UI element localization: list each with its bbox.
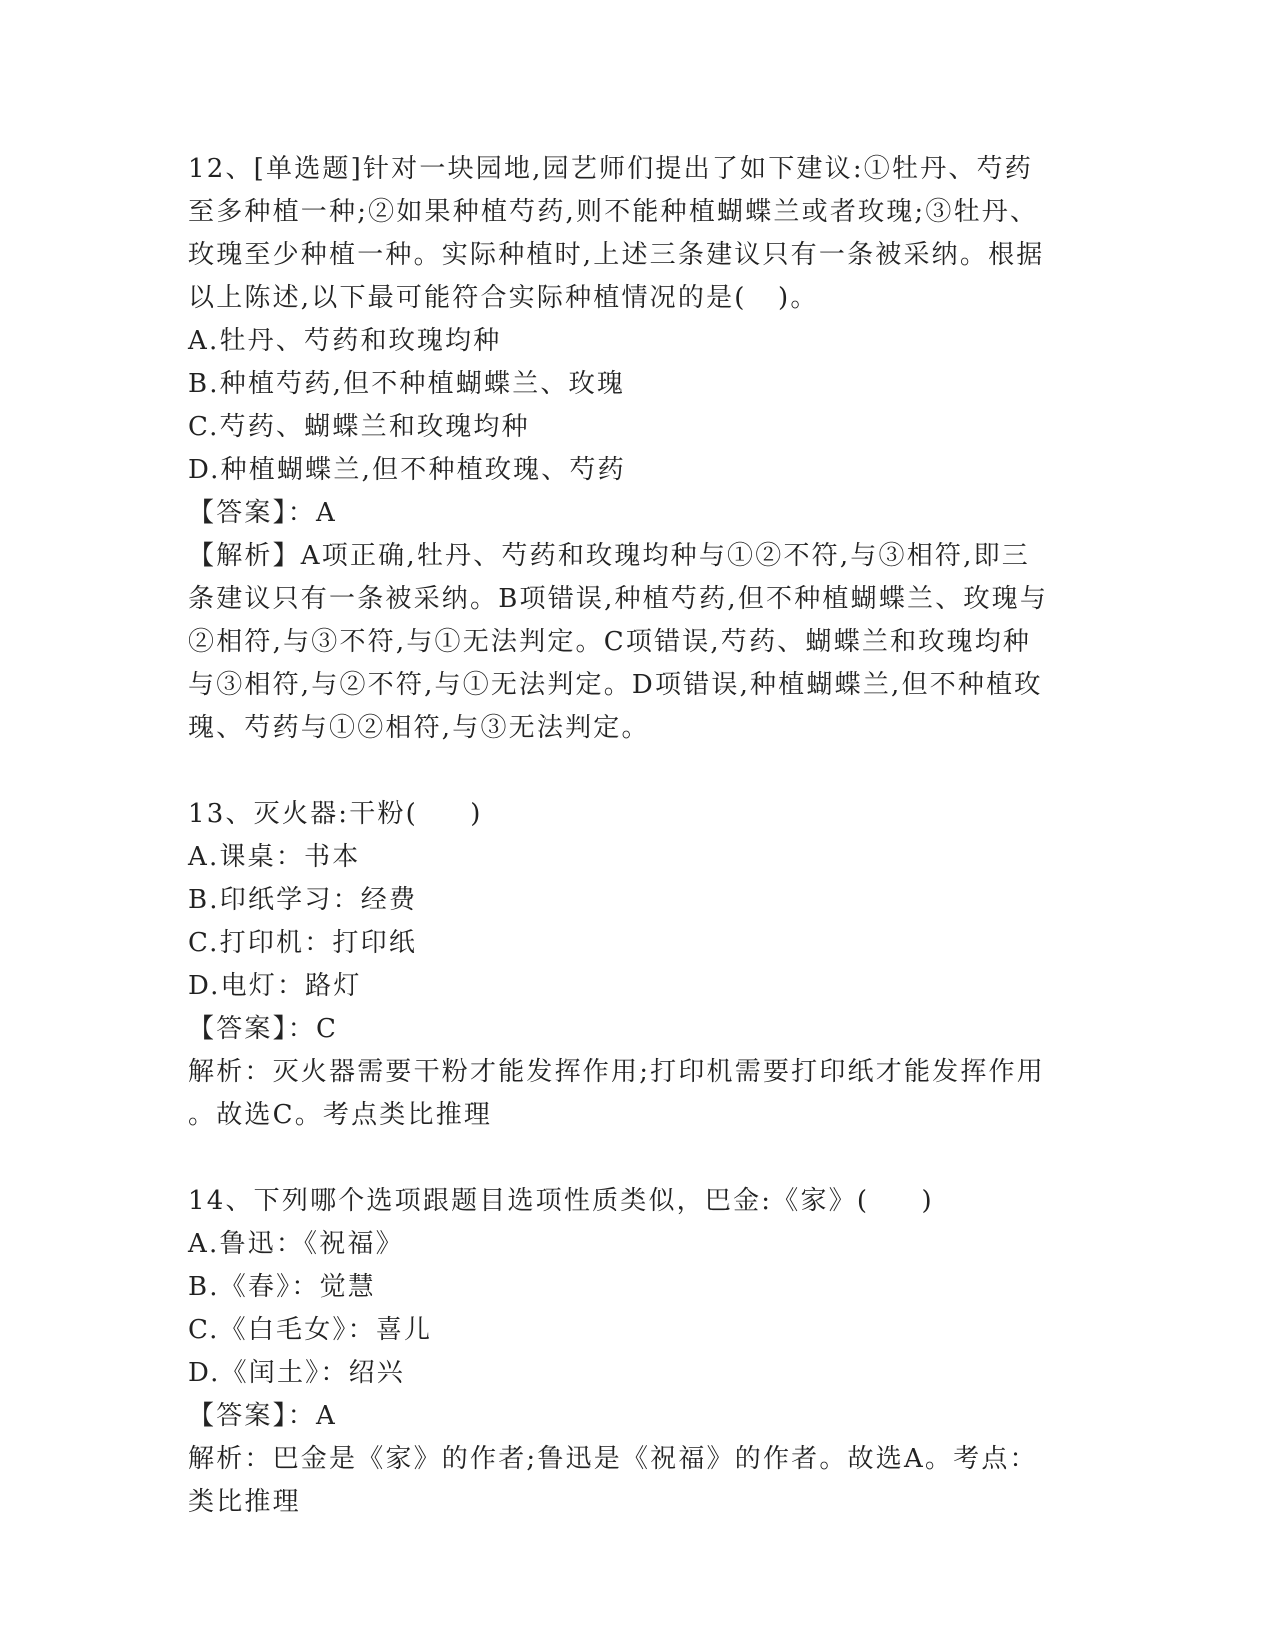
analysis-line: 与③相符,与②不符,与①无法判定。D项错误,种植蝴蝶兰,但不种植玫: [188, 670, 1043, 700]
question-stem-line: 12、[单选题]针对一块园地,园艺师们提出了如下建议:①牡丹、芍药: [188, 154, 1033, 184]
question-stem-line: 玫瑰至少种植一种。实际种植时,上述三条建议只有一条被采纳。根据: [188, 240, 1045, 270]
question-spacer: [188, 1137, 1093, 1180]
question-spacer: [188, 750, 1093, 793]
option-a: A.牡丹、芍药和玫瑰均种: [188, 326, 502, 356]
option-d: D.《闰土》：绍兴: [188, 1358, 405, 1388]
answer-line: 【答案】：A: [188, 1401, 337, 1431]
option-c: C.芍药、蝴蝶兰和玫瑰均种: [188, 412, 530, 442]
question-stem-line: 13、灭火器:干粉( ): [188, 799, 483, 829]
option-b: B.印纸学习：经费: [188, 885, 418, 915]
question-14: [188, 1180, 1093, 1524]
option-c: C.《白毛女》：喜儿: [188, 1315, 433, 1345]
analysis-line: 解析：巴金是《家》的作者;鲁迅是《祝福》的作者。故选A。考点：: [188, 1444, 1038, 1474]
question-stem-line: 至多种植一种;②如果种植芍药,则不能种植蝴蝶兰或者玫瑰;③牡丹、: [188, 197, 1039, 227]
option-c: C.打印机：打印纸: [188, 928, 418, 958]
answer-line: 【答案】：C: [188, 1014, 339, 1044]
option-d: D.电灯：路灯: [188, 971, 362, 1001]
answer-line: 【答案】：A: [188, 498, 337, 528]
analysis-line: 。故选C。考点类比推理: [188, 1100, 493, 1130]
option-d: D.种植蝴蝶兰,但不种植玫瑰、芍药: [188, 455, 626, 485]
question-stem-line: 以上陈述,以下最可能符合实际种植情况的是( )。: [188, 283, 819, 313]
option-b: B.种植芍药,但不种植蝴蝶兰、玫瑰: [188, 369, 626, 399]
question-13: [188, 793, 1093, 1137]
option-a: A.课桌：书本: [188, 842, 361, 872]
option-b: B.《春》：觉慧: [188, 1272, 376, 1302]
question-stem-line: 14、下列哪个选项跟题目选项性质类似，巴金:《家》( ): [188, 1186, 934, 1216]
analysis-line: 解析：灭火器需要干粉才能发挥作用;打印机需要打印纸才能发挥作用: [188, 1057, 1045, 1087]
analysis-line: ②相符,与③不符,与①无法判定。C项错误,芍药、蝴蝶兰和玫瑰均种: [188, 627, 1032, 657]
analysis-line: 瑰、芍药与①②相符,与③无法判定。: [188, 713, 650, 743]
analysis-line: 类比推理: [188, 1487, 301, 1517]
exam-page: [188, 148, 1093, 1524]
analysis-line: 【解析】A项正确,牡丹、芍药和玫瑰均种与①②不符,与③相符,即三: [188, 541, 1030, 571]
analysis-line: 条建议只有一条被采纳。B项错误,种植芍药,但不种植蝴蝶兰、玫瑰与: [188, 584, 1049, 614]
question-12: [188, 148, 1093, 750]
option-a: A.鲁迅：《祝福》: [188, 1229, 404, 1259]
